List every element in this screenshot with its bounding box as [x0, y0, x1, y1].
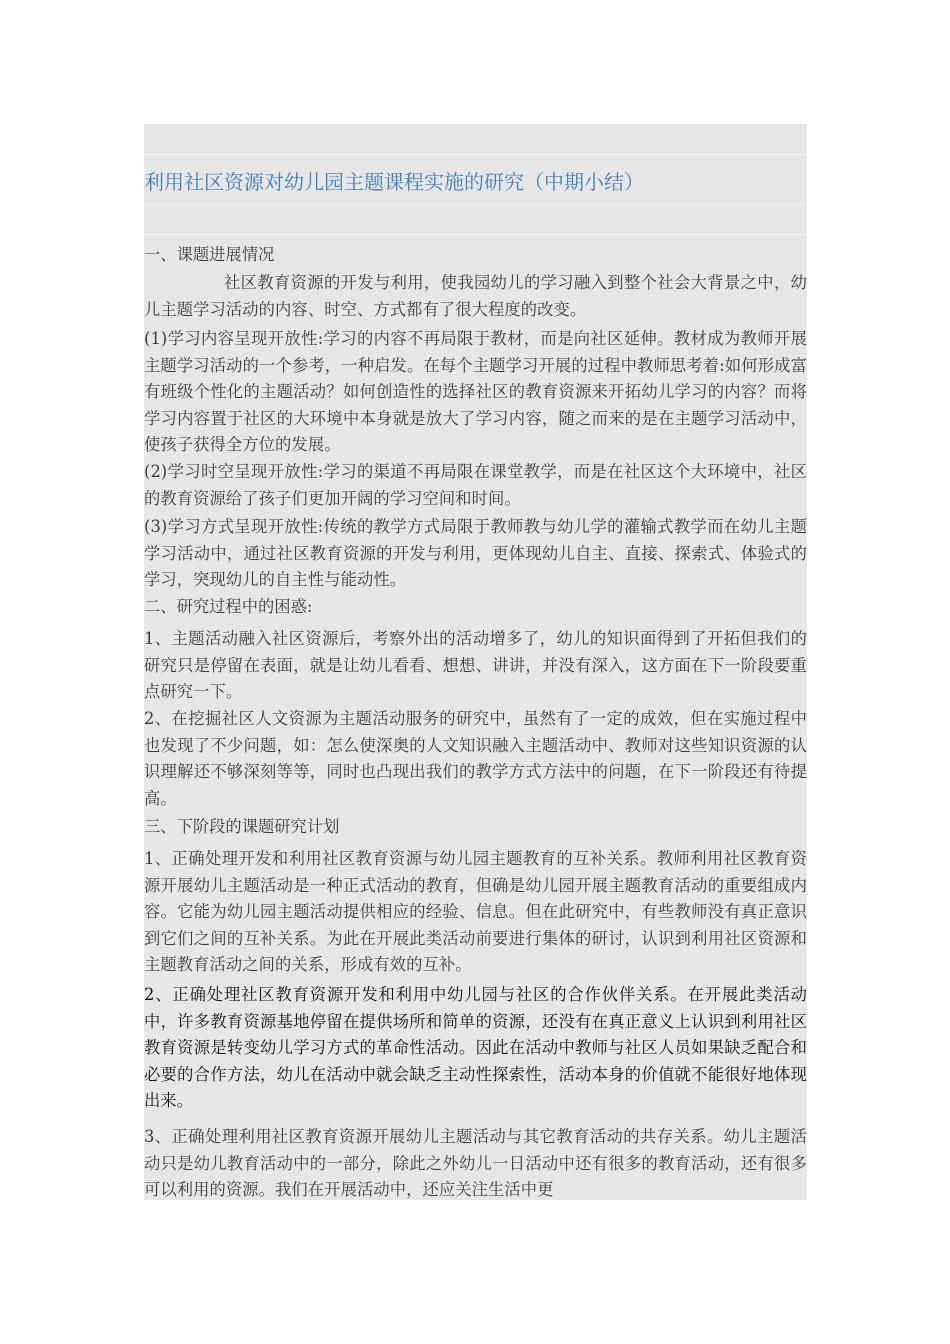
paragraph-time-space-openness: (2)学习时空呈现开放性:学习的渠道不再局限在课堂教学，而是在社区这个大环境中，社区的教育资源给了孩子们更加开阔的学习空间和时间。: [144, 462, 807, 508]
divider: [144, 204, 807, 205]
paragraph-difficulty-2: 2、在挖掘社区人文资源为主题活动服务的研究中，虽然有了一定的成效，但在实施过程中也发现了不少问题，如：怎么使深奥的人文知识融入主题活动中、教师对这些知识资源的认识理解还不够深刻等等，同时也凸现出我们的教学方式方法中的问题，在下一阶段还有待提高。: [144, 709, 807, 808]
divider: [144, 154, 807, 155]
divider: [144, 234, 807, 235]
paragraph-difficulty-1: 1、主题活动融入社区资源后，考察外出的活动增多了，幼儿的知识面得到了开拓但我们的研究只是停留在表面，就是让幼儿看看、想想、讲讲，并没有深入，这方面在下一阶段要重点研究一下。: [144, 629, 807, 701]
paragraph-content-openness: (1)学习内容呈现开放性:学习的内容不再局限于教材，而是向社区延伸。教材成为教师开展主题学习活动的一个参考，一种启发。在每个主题学习开展的过程中教师思考着:如何形成富有班级个性化的主题活动？如何创造性的选择社区的教育资源来开拓幼儿学习的内容？而将学习内容置于社区的大环境中本身就是放大了学习内容，随之而来的是在主题学习活动中，使孩子获得全方位的发展。: [144, 329, 807, 454]
section-heading-plan: 三、下阶段的课题研究计划: [144, 817, 340, 836]
document-page: [144, 124, 807, 1200]
paragraph-intro: [144, 270, 807, 323]
document-title: 利用社区资源对幼儿园主题课程实施的研究（中期小结）: [144, 170, 644, 194]
paragraph-plan-3: 3、正确处理利用社区教育资源开展幼儿主题活动与其它教育活动的共存关系。幼儿主题活动只是幼儿教育活动中的一部分，除此之外幼儿一日活动中还有很多的教育活动，还有很多可以利用的资源。我们在开展活动中，还应关注生活中更: [144, 1127, 807, 1199]
section-heading-difficulties: 二、研究过程中的困惑:: [144, 597, 313, 616]
paragraph-plan-1: 1、正确处理开发和利用社区教育资源与幼儿园主题教育的互补关系。教师利用社区教育资源开展幼儿主题活动是一种正式活动的教育，但确是幼儿园开展主题教育活动的重要组成内容。它能为幼儿园主题活动提供相应的经验、信息。但在此研究中，有些教师没有真正意识到它们之间的互补关系。为此在开展此类活动前要进行集体的研讨，认识到利用社区资源和主题教育活动之间的关系，形成有效的互补。: [144, 849, 807, 974]
section-heading-progress: 一、课题进展情况: [144, 245, 275, 264]
paragraph-text: 社区教育资源的开发与利用，使我园幼儿的学习融入到整个社会大背景之中，幼儿主题学习活动的内容、时空、方式都有了很大程度的改变。: [144, 273, 807, 319]
paragraph-plan-2: 2、正确处理社区教育资源开发和利用中幼儿园与社区的合作伙伴关系。在开展此类活动中，许多教育资源基地停留在提供场所和简单的资源，还没有在真正意义上认识到利用社区教育资源是转变幼儿学习方式的革命性活动。因此在活动中教师与社区人员如果缺乏配合和必要的合作方法，幼儿在活动中就会缺乏主动性探索性，活动本身的价值就不能很好地体现出来。: [144, 985, 807, 1110]
paragraph-method-openness: (3)学习方式呈现开放性:传统的教学方式局限于教师教与幼儿学的灌输式教学而在幼儿主题学习活动中，通过社区教育资源的开发与利用，更体现幼儿自主、直接、探索式、体验式的学习，突现幼儿的自主性与能动性。: [144, 517, 807, 589]
